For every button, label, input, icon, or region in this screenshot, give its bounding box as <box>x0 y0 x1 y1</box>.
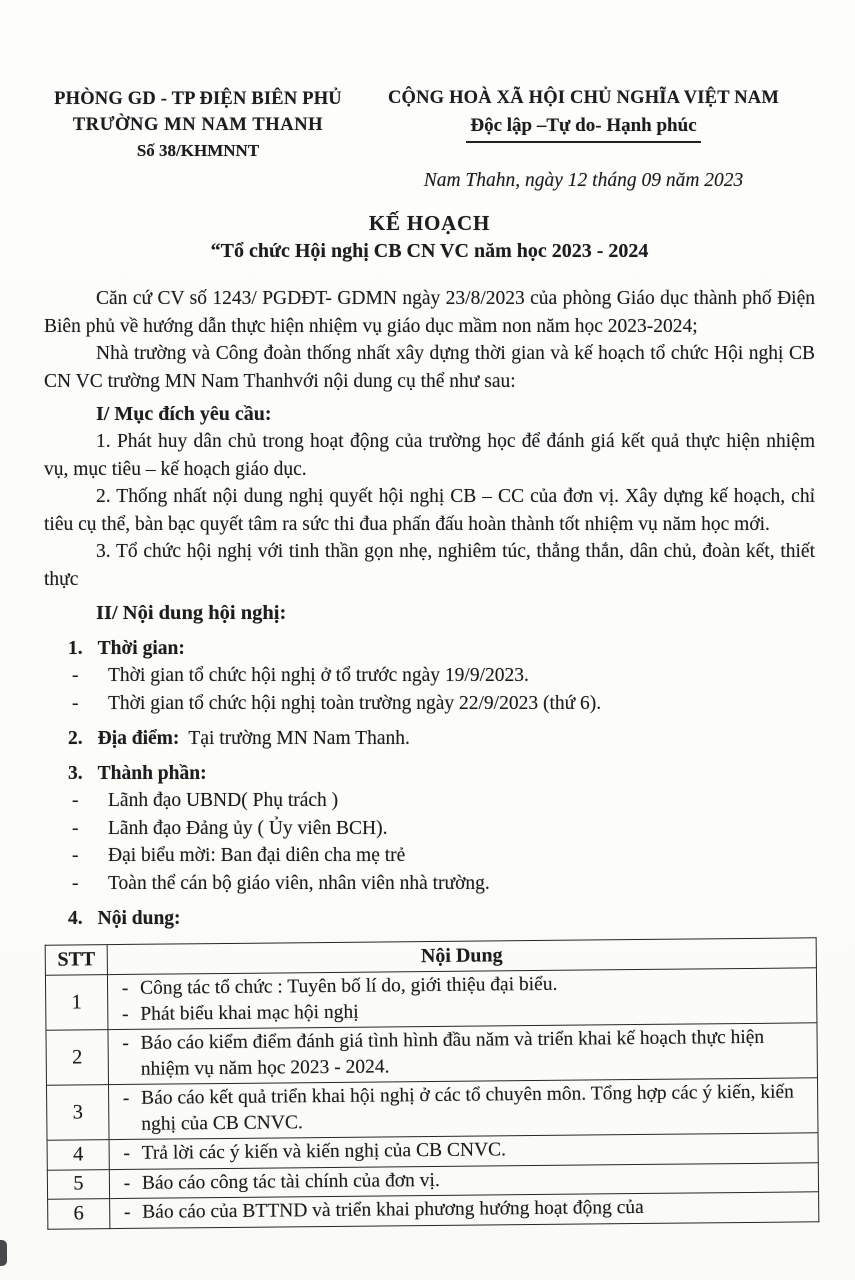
row-number: 1 <box>45 975 108 1031</box>
document-subtitle: “Tổ chức Hội nghị CB CN VC năm học 2023 - 2024 <box>210 240 649 262</box>
subsection-place-heading <box>44 725 815 752</box>
subsection-label: Nội dung: <box>97 908 181 929</box>
section1-item: 2. Thống nhất nội dung nghị quyết hội nghị CB – CC của đơn vị. Xây dựng kế hoạch, chỉ tiêu cụ thể, bàn bạc quyết tâm ra sức thi đua phấn đấu hoàn thành tốt nhiệm vụ năm học mới. <box>44 486 815 535</box>
subsection-label: Địa điểm: <box>97 728 180 749</box>
subsection-agenda-heading <box>44 905 815 932</box>
dash-marker: - <box>72 845 79 866</box>
section1-item: 3. Tổ chức hội nghị với tinh thần gọn nhẹ, nghiêm túc, thẳng thắn, dân chủ, đoàn kết, thiết thực <box>44 541 815 590</box>
subsection-label: Thời gian: <box>97 638 185 659</box>
row-content <box>107 968 816 1030</box>
table-row <box>46 1023 817 1085</box>
dash-marker: - <box>72 692 79 714</box>
table-line: - Công tác tổ chức : Tuyên bố lí do, giới thiệu đại biểu. <box>110 969 810 1001</box>
row-content <box>110 1192 819 1228</box>
list-item <box>44 870 815 898</box>
subsection-time-heading <box>44 635 815 662</box>
dash-marker: - <box>122 1087 130 1109</box>
table-line: - Báo cáo kiểm điểm đánh giá tình hình đầu năm và triển khai kế hoạch thực hiện nhiệm vụ năm học 2023 - 2024. <box>110 1024 810 1082</box>
table-line: - Trả lời các ý kiến và kiến nghị của CB CNVC. <box>112 1134 812 1166</box>
issuing-org-block <box>44 86 352 164</box>
intro-paragraphs <box>44 285 815 395</box>
document-header <box>44 86 815 194</box>
dash-marker: - <box>72 817 79 839</box>
row-content <box>108 1023 817 1085</box>
dash-marker: - <box>123 1201 131 1223</box>
table-line: - Báo cáo công tác tài chính của đơn vị. <box>112 1164 812 1196</box>
place-date-line: Nam Thahn, ngày 12 tháng 09 năm 2023 <box>423 170 744 191</box>
list-item <box>44 842 815 870</box>
national-motto: Độc lập –Tự do- Hạnh phúc <box>466 114 700 143</box>
section2-heading: II/ Nội dung hội nghị: <box>96 602 287 624</box>
subsection-number: 3. <box>68 763 83 784</box>
row-number: 3 <box>47 1085 110 1141</box>
dash-marker: - <box>72 790 79 811</box>
subsection-number: 1. <box>68 638 83 659</box>
subsection-value: Tại trường MN Nam Thanh. <box>188 728 410 749</box>
dash-marker: - <box>72 872 79 894</box>
table-line: - Báo cáo kết quả triển khai hội nghị ở các tổ chuyên môn. Tổng hợp các ý kiến, kiến nghị của CB CNVC. <box>111 1079 811 1137</box>
subsection-number: 2. <box>68 728 83 749</box>
doc-number: Số 38/KHMNNT <box>136 141 260 160</box>
row-content <box>108 1078 817 1140</box>
dash-marker: - <box>72 665 79 686</box>
school-name: TRƯỜNG MN NAM THANH <box>72 115 324 135</box>
table-row <box>48 1192 819 1229</box>
list-item <box>44 690 815 718</box>
agenda-table <box>45 937 820 1229</box>
row-number: 6 <box>48 1199 110 1229</box>
list-item <box>44 662 815 690</box>
table-line: - Phát biểu khai mạc hội nghị <box>110 995 810 1027</box>
list-item-text: Thời gian tổ chức hội nghị toàn trường ngày 22/9/2023 (thứ 6). <box>108 692 602 714</box>
list-item-text: Toàn thể cán bộ giáo viên, nhân viên nhà trường. <box>108 872 490 894</box>
row-number: 5 <box>47 1169 109 1199</box>
row-number: 4 <box>47 1140 109 1170</box>
scan-edge-artifact <box>0 1240 7 1266</box>
paragraph-basis: Căn cứ CV số 1243/ PGDĐT- GDMN ngày 23/8/2023 của phòng Giáo dục thành phố Điện Biên phủ về hướng dẫn thực hiện nhiệm vụ giáo dục mầm non năm học 2023-2024; <box>44 288 815 337</box>
list-item <box>44 815 815 843</box>
paragraph-purpose: Nhà trường và Công đoàn thống nhất xây dựng thời gian và kế hoạch tổ chức Hội nghị CB CN VC trường MN Nam Thanhvới nội dung cụ thể như sau: <box>44 343 815 392</box>
section1-item: 1. Phát huy dân chủ trong hoạt động của trường học để đánh giá kết quả thực hiện nhiệm vụ, mục tiêu – kế hoạch giáo dục. <box>44 431 815 480</box>
column-header-stt: STT <box>45 945 107 976</box>
dash-marker: - <box>123 1172 131 1194</box>
list-item <box>44 787 815 815</box>
row-number: 2 <box>46 1030 109 1086</box>
table-line: - Báo cáo của BTTND và triển khai phương hướng hoạt động của <box>112 1193 812 1225</box>
table-row <box>47 1078 818 1140</box>
list-item-text: Đại biểu mời: Ban đại diên cha mẹ trẻ <box>108 845 406 866</box>
dash-marker: - <box>121 1003 129 1025</box>
subsection-number: 4. <box>68 908 83 929</box>
subsection-label: Thành phần: <box>97 763 207 784</box>
list-item-text: Thời gian tổ chức hội nghị ở tổ trước ngày 19/9/2023. <box>108 665 529 686</box>
dash-marker: - <box>121 977 129 999</box>
subsection-members-heading <box>44 760 815 787</box>
list-item-text: Lãnh đạo Đảng ủy ( Ủy viên BCH). <box>108 817 388 839</box>
national-title: CỘNG HOÀ XÃ HỘI CHỦ NGHĨA VIỆT NAM <box>387 88 780 108</box>
national-header-block <box>352 86 815 194</box>
dash-marker: - <box>122 1032 129 1054</box>
table-row <box>45 968 816 1030</box>
dash-marker: - <box>123 1142 131 1164</box>
section1-heading: I/ Mục đích yêu cầu: <box>96 403 272 425</box>
title-block <box>44 209 815 265</box>
document-title: KẾ HOẠCH <box>368 211 491 235</box>
column-header-content: Nội Dung <box>107 938 816 975</box>
list-item-text: Lãnh đạo UBND( Phụ trách ) <box>108 790 339 811</box>
org-parent-name: PHÒNG GD - TP ĐIỆN BIÊN PHỦ <box>54 89 342 109</box>
